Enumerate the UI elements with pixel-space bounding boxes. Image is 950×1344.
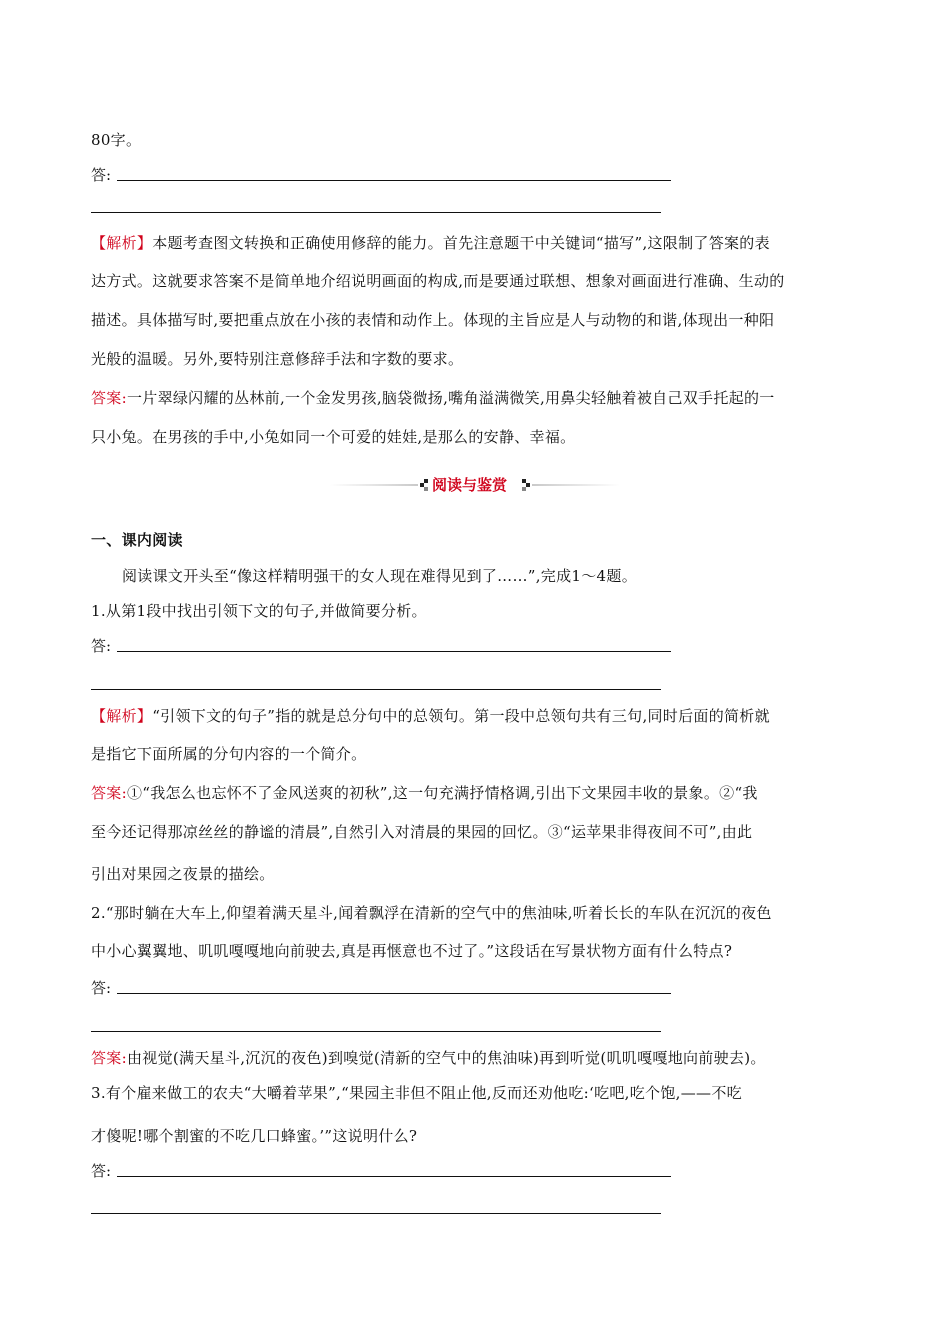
answer-line[interactable] [91,636,671,656]
banner-ornament [522,487,526,491]
answer-underline-2 [91,689,661,690]
answer-text-line-1: 答案:由视觉(满天星斗,沉沉的夜色)到嗅觉(清新的空气中的焦油味)再到听觉(叽叽嘎嘎地向前驶去)。 [91,1049,766,1067]
banner-ornament [424,487,428,491]
answer-underline-2 [91,1213,661,1214]
banner-right-rule [532,484,620,486]
answer-text-line-2: 至今还记得那凉丝丝的静谧的清晨”,自然引入对清晨的果园的回忆。③“运苹果非得夜间不可”,由此 [91,823,753,841]
question-2-line-2: 中小心翼翼地、叽叽嘎嘎地向前驶去,真是再惬意也不过了。”这段话在写景状物方面有什么特点? [91,942,733,960]
answer-text-line-1: 答案:一片翠绿闪耀的丛林前,一个金发男孩,脑袋微扬,嘴角溢满微笑,用鼻尖轻触着被自己双手托起的一 [91,389,775,407]
analysis-tag: 【解析】 [91,234,153,252]
answer-line[interactable] [91,165,671,185]
part-intro: 阅读课文开头至“像这样精明强干的女人现在难得见到了……”,完成1～4题。 [122,567,637,585]
banner-left-rule [330,484,418,486]
section-banner [330,474,620,496]
answer-underline [117,651,671,652]
answer-tag: 答案: [91,1049,127,1067]
question-3-line-2: 才傻呢!哪个割蜜的不吃几口蜂蜜。’”这说明什么? [91,1127,418,1145]
answer-label: 答: [91,637,112,655]
answer-underline-2 [91,1031,661,1032]
answer-line[interactable] [91,978,671,998]
answer-tag: 答案: [91,389,127,407]
question-tail: 80字。 [91,131,142,149]
answer-text-line-2: 只小兔。在男孩的手中,小兔如同一个可爱的娃娃,是那么的安静、幸福。 [91,428,576,446]
analysis-line-4: 光般的温暖。另外,要特别注意修辞手法和字数的要求。 [91,350,464,368]
question-3-line-1: 3.有个雇来做工的农夫“大嚼着苹果”,“果园主非但不阻止他,反而还劝他吃:‘吃吧,吃个饱,——不吃 [91,1084,742,1102]
analysis-tag: 【解析】 [91,707,153,725]
answer-line[interactable] [91,1161,671,1181]
answer-label: 答: [91,1162,112,1180]
answer-text-line-1: 答案:①“我怎么也忘怀不了金风送爽的初秋”,这一句充满抒情格调,引出下文果园丰收的景象。②“我 [91,784,758,802]
answer-underline-2 [91,212,661,213]
answer-tag: 答案: [91,784,127,802]
part-heading: 一、课内阅读 [91,531,183,549]
analysis-line-3: 描述。具体描写时,要把重点放在小孩的表情和动作上。体现的主旨应是人与动物的和谐,体现出一种阳 [91,311,775,329]
analysis-line-1: 【解析】“引领下文的句子”指的就是总分句中的总领句。第一段中总领句共有三句,同时后面的简析就 [91,707,770,725]
analysis-line-1: 【解析】本题考查图文转换和正确使用修辞的能力。首先注意题干中关键词“描写”,这限制了答案的表 [91,234,770,252]
banner-ornament [424,479,428,483]
answer-label: 答: [91,166,112,184]
answer-underline [117,1176,671,1177]
question-2-line-1: 2.“那时躺在大车上,仰望着满天星斗,闻着飘浮在清新的空气中的焦油味,听着长长的车队在沉沉的夜色 [91,904,772,922]
answer-text-line-3: 引出对果园之夜景的描绘。 [91,865,275,883]
answer-label: 答: [91,979,112,997]
analysis-line-2: 达方式。这就要求答案不是简单地介绍说明画面的构成,而是要通过联想、想象对画面进行准确、生动的 [91,272,785,290]
question-1: 1.从第1段中找出引领下文的句子,并做简要分析。 [91,602,427,620]
banner-ornament [526,483,530,487]
answer-underline [117,180,671,181]
answer-underline [117,993,671,994]
section-title: 阅读与鉴赏 [432,476,508,494]
analysis-line-2: 是指它下面所属的分句内容的一个简介。 [91,745,367,763]
